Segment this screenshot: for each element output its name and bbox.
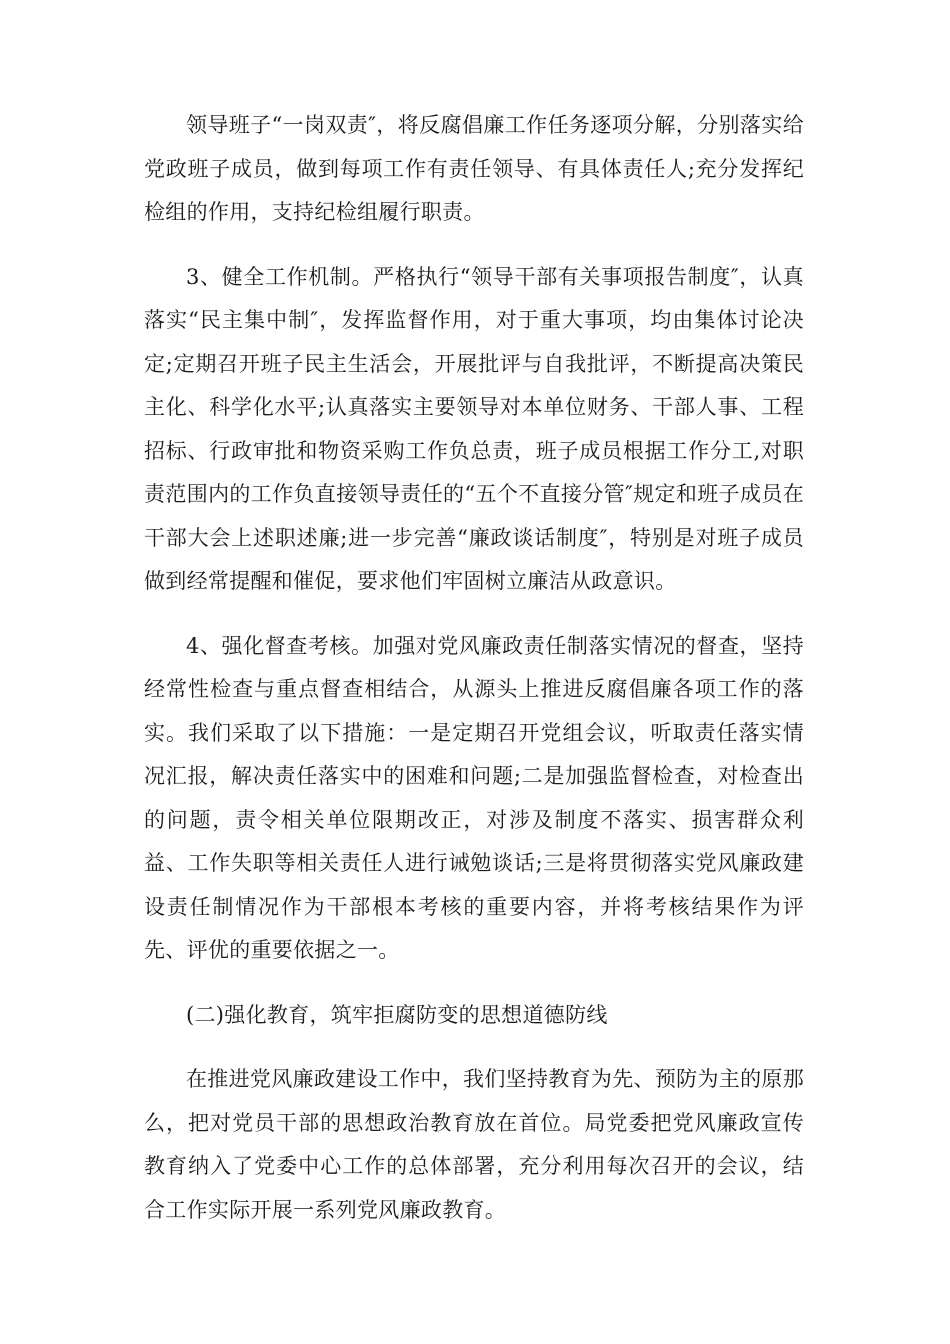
paragraph-education: 在推进党风廉政建设工作中，我们坚持教育为先、预防为主的原那么，把对党员干部的思想政治教育放在首位。局党委把党风廉政宣传教育纳入了党委中心工作的总体部署，充分利用每次召开的会议，结合工作实际开展一系列党风廉政教育。 [144, 1067, 804, 1222]
paragraph-responsibility-assignment: 领导班子“一岗双责″，将反腐倡廉工作任务逐项分解，分别落实给党政班子成员，做到每项工作有责任领导、有具体责任人;充分发挥纪检组的作用，支持纪检组履行职责。 [144, 113, 804, 224]
paragraph-work-mechanism: 3、健全工作机制。严格执行“领导干部有关事项报告制度″，认真落实“民主集中制″，发挥监督作用，对于重大事项，均由集体讨论决定;定期召开班子民主生活会，开展批评与自我批评，不断提高决策民主化、科学化水平;认真落实主要领导对本单位财务、干部人事、工程招标、行政审批和物资采购工作负总责，班子成员根据工作分工,对职责范围内的工作负直接领导责任的“五个不直接分管″规定和班子成员在干部大会上述职述廉;进一步完善“廉政谈话制度″，特别是对班子成员做到经常提醒和催促，要求他们牢固树立廉洁从政意识。 [144, 264, 804, 593]
document-body [144, 104, 804, 1253]
paragraph-supervision-assessment: 4、强化督查考核。加强对党风廉政责任制落实情况的督查，坚持经常性检查与重点督查相结合，从源头上推进反腐倡廉各项工作的落实。我们采取了以下措施：一是定期召开党组会议，听取责任落实情况汇报，解决责任落实中的困难和问题;二是加强监督检查，对检查出的问题，责令相关单位限期改正，对涉及制度不落实、损害群众利益、工作失职等相关责任人进行诫勉谈话;三是将贯彻落实党风廉政建设责任制情况作为干部根本考核的重要内容，并将考核结果作为评先、评优的重要依据之一。 [144, 633, 804, 962]
section-heading-education: (二)强化教育，筑牢拒腐防变的思想道德防线 [186, 1002, 608, 1027]
